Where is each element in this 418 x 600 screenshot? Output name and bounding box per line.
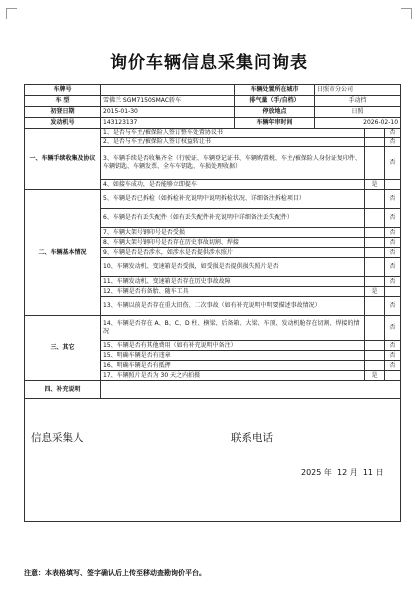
answer-no[interactable]: 否 (385, 277, 401, 287)
reg-date-value[interactable]: 2015-01-30 (101, 107, 235, 118)
inspection-label: 车辆年审时间 (235, 118, 315, 129)
question-6: 6、车辆是否有丢失配件（如有丢失配件补充说明中详细备注丢失配件） (101, 209, 365, 228)
answer-yes[interactable] (365, 238, 385, 248)
section-2-label: 二、车辆基本情况 (25, 190, 101, 316)
plate-value[interactable] (101, 85, 235, 96)
section-3-label: 三、其它 (25, 316, 101, 381)
answer-no[interactable]: 否 (385, 297, 401, 316)
question-1: 1、是否与车主/被保险人签订整车处置协议书 (101, 129, 365, 138)
answer-no[interactable]: 否 (385, 258, 401, 277)
answer-no[interactable] (385, 287, 401, 297)
answer-no[interactable]: 否 (385, 190, 401, 209)
displacement-label: 排气量（手/自档） (235, 96, 315, 107)
question-15b: 15、明确车辆是否有违章 (101, 351, 365, 361)
answer-yes[interactable]: 是 (365, 287, 385, 297)
reg-date-label: 初登日期 (25, 107, 101, 118)
parking-value[interactable]: 日照 (315, 107, 401, 118)
answer-yes[interactable] (365, 190, 385, 209)
answer-no[interactable] (385, 180, 401, 190)
question-4: 4、如接车成功，是否能够立即提车 (101, 180, 365, 190)
location-label: 车辆处置所在城市 (235, 85, 315, 96)
answer-no[interactable]: 否 (385, 361, 401, 371)
answer-yes[interactable]: 是 (365, 180, 385, 190)
section-1-label: 一、车辆手续收集及协议 (25, 129, 101, 190)
answer-yes[interactable] (365, 351, 385, 361)
answer-yes[interactable] (365, 277, 385, 287)
question-11: 11、车辆发动机、变速箱是否存在历史事故故障 (101, 277, 365, 287)
date-day-unit: 日 (375, 468, 384, 477)
inspection-value[interactable]: 2026-02-10 (315, 118, 401, 129)
model-value[interactable]: 雪佛兰 SGM7150SMAC轿车 (101, 96, 235, 107)
corner-mark (401, 8, 412, 19)
answer-no[interactable]: 否 (385, 228, 401, 238)
answer-yes[interactable] (365, 341, 385, 351)
answer-yes[interactable] (365, 147, 385, 180)
question-5: 5、车辆是否已拆检（如拆检补充说明中说明拆检状况、详细备注拆检项目） (101, 190, 365, 209)
engine-label: 发动机号 (25, 118, 101, 129)
answer-yes[interactable] (365, 258, 385, 277)
answer-yes[interactable] (365, 138, 385, 147)
answer-yes[interactable] (365, 297, 385, 316)
answer-no[interactable]: 否 (385, 129, 401, 138)
footer-note: 注意：本表格填写、签字确认后上传至移动查勘询价平台。 (24, 569, 206, 577)
answer-yes[interactable] (365, 129, 385, 138)
date-day: 11 (362, 468, 374, 477)
question-16: 16、明确车辆是否有抵押 (101, 361, 365, 371)
signature-area (25, 399, 401, 522)
answer-no[interactable]: 否 (385, 248, 401, 258)
question-13: 13、车辆以前是否存在重大旧伤、二次事故（如有补充说明中明要描述事故情况） (101, 297, 365, 316)
displacement-value[interactable]: 手动挡 (315, 96, 401, 107)
engine-value[interactable]: 143123137 (101, 118, 235, 129)
collector-label: 信息采集人 (31, 432, 84, 444)
answer-yes[interactable] (365, 316, 385, 341)
answer-no[interactable]: 否 (385, 351, 401, 361)
form-title: 询价车辆信息采集问询表 (110, 53, 308, 73)
date-month: 12 (337, 468, 348, 477)
signing-date (301, 469, 384, 477)
answer-no[interactable]: 否 (385, 316, 401, 341)
answer-no[interactable]: 否 (385, 147, 401, 180)
plate-label: 车牌号 (25, 85, 101, 96)
answer-no[interactable]: 否 (385, 238, 401, 248)
date-month-unit: 月 (349, 468, 358, 477)
vehicle-info-form (24, 84, 401, 522)
section-4-label: 四、补充说明 (25, 381, 101, 399)
answer-yes[interactable] (365, 209, 385, 228)
supplement-field[interactable] (101, 381, 401, 399)
answer-no[interactable]: 否 (385, 138, 401, 147)
answer-yes[interactable] (365, 248, 385, 258)
question-12: 12、车辆是否有备胎、随车工具 (101, 287, 365, 297)
answer-no[interactable]: 否 (385, 341, 401, 351)
question-7: 7、车辆大架号钢印号是否受损 (101, 228, 365, 238)
phone-label: 联系电话 (231, 432, 273, 444)
question-15: 15、车辆是否有其他费用（如有补充说明中备注） (101, 341, 365, 351)
question-9: 9、车辆是否是否涉水，如涉水是否提供涉水照片 (101, 248, 365, 258)
answer-no[interactable] (385, 371, 401, 381)
date-year: 2025 (301, 468, 322, 477)
answer-yes[interactable] (365, 361, 385, 371)
answer-yes[interactable] (365, 228, 385, 238)
question-17: 17、车辆照片是否为 30 天之内拍摄 (101, 371, 365, 381)
question-2: 2、是否与车主/被保险人签订权益转让书 (101, 138, 365, 147)
model-label: 车 型 (25, 96, 101, 107)
question-14: 14、车辆是否存在 A、B、C、D 柱、横梁、后备箱、大梁、车顶、发动机舱存在切割、焊接的情况 (101, 316, 365, 341)
date-year-unit: 年 (323, 468, 332, 477)
question-8: 8、车辆大架号钢印号是否存在历史事故切割、焊接 (101, 238, 365, 248)
corner-mark (6, 8, 17, 19)
answer-yes[interactable]: 是 (365, 371, 385, 381)
location-value[interactable]: 日照市分公司 (315, 85, 401, 96)
question-10: 10、车辆发动机、变速箱是否受损，如受损是否提供损失照片是否 (101, 258, 365, 277)
parking-label: 停放地点 (235, 107, 315, 118)
question-3: 3、车辆手续是否收集齐全（行驶证、车辆登记证书、车辆购置税、车主/被保险人身份证复印件、车辆钥匙、车辆发票、全车车钥匙、车损处理收据） (101, 147, 365, 180)
answer-no[interactable]: 否 (385, 209, 401, 228)
